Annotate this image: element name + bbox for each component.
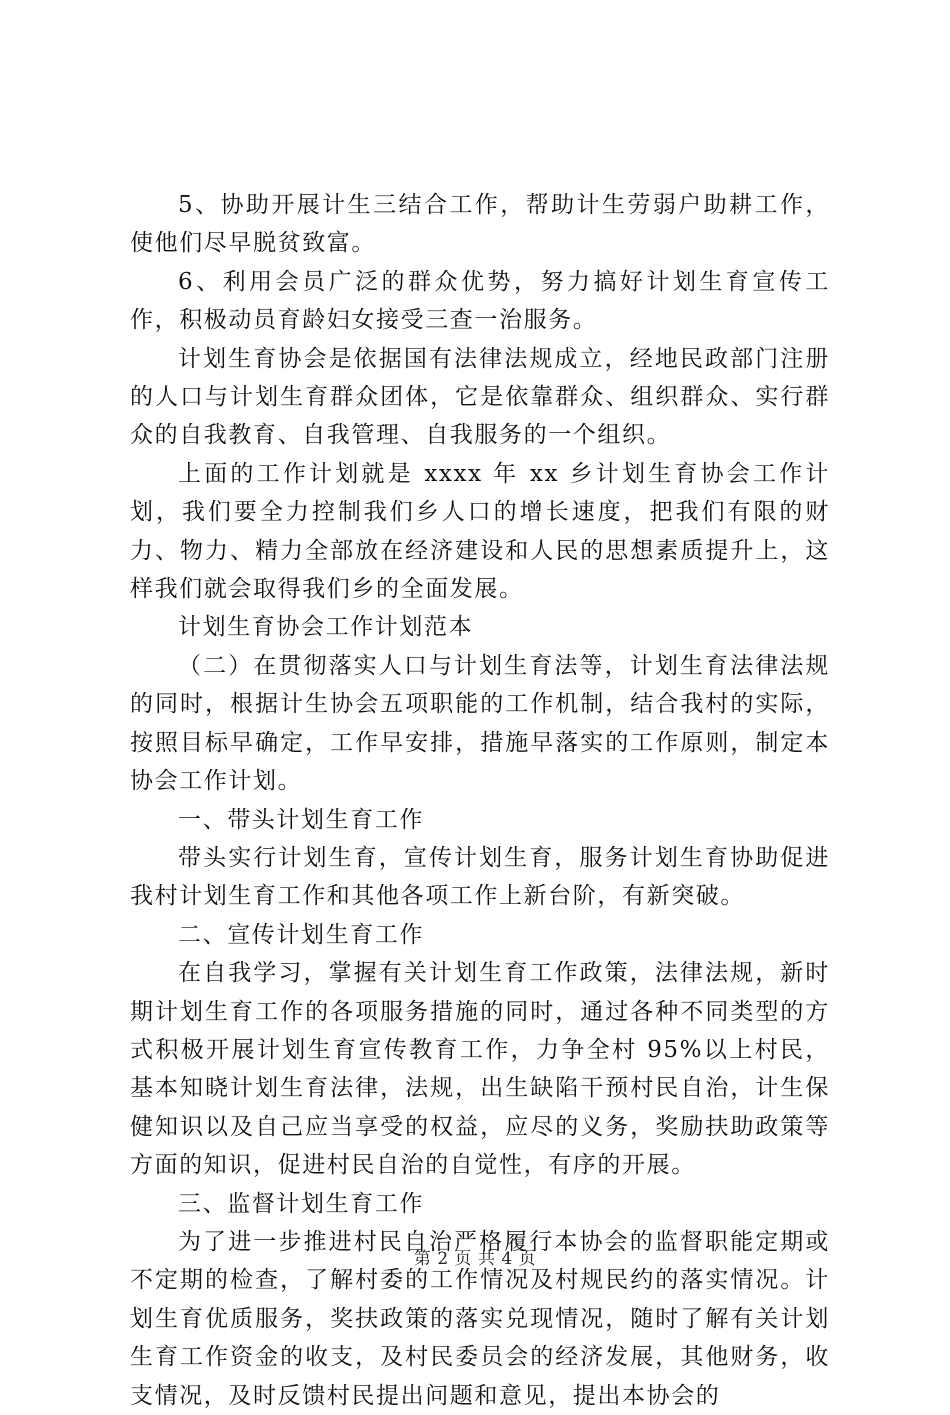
paragraph-3: 计划生育协会是依据国有法律法规成立，经地民政部门注册的人口与计划生育群众团体，它是依靠群众、组织群众、实行群众的自我教育、自我管理、自我服务的一个组织。: [130, 345, 830, 449]
paragraph-heading-3-body: 为了进一步推进村民自治严格履行本协会的监督职能定期或不定期的检查，了解村委的工作情况及村规民约的落实情况。计划生育优质服务，奖扶政策的落实兑现情况，随时了解有关计划生育工作资金的收支，及村民委员会的经济发展，其他财务，收支情况，及时反馈村民提出问题和意见，提出本协会的: [130, 1228, 830, 1409]
paragraph-4: 上面的工作计划就是 xxxx 年 xx 乡计划生育协会工作计划，我们要全力控制我们乡人口的增长速度，把我们有限的财力、物力、精力全部放在经济建设和人民的思想素质提升上，这样我们就会取得我们乡的全面发展。: [130, 460, 830, 603]
page-footer: 第 2 页 共 4 页: [413, 1249, 537, 1269]
section-title: 计划生育协会工作计划范本: [178, 614, 474, 641]
paragraph-1: 5、协助开展计生三结合工作，帮助计生劳弱户助耕工作，使他们尽早脱贫致富。: [130, 192, 830, 257]
paragraph-heading-2-body: 在自我学习，掌握有关计划生育工作政策，法律法规，新时期计划生育工作的各项服务措施的同时，通过各种不同类型的方式积极开展计划生育宣传教育工作，力争全村 95%以上村民，基本知晓计划生育法律，法规，出生缺陷干预村民自治，计生保健知识以及自己应当享受的权益，应尽的义务，奖励扶助政策等方面的知识，促进村民自治的自觉性，有序的开展。: [130, 960, 830, 1179]
paragraph-intro: （二）在贯彻落实人口与计划生育法等，计划生育法律法规的同时，根据计生协会五项职能的工作机制，结合我村的实际，按照目标早确定，工作早安排，措施早落实的工作原则，制定本协会工作计划。: [130, 652, 830, 795]
paragraph-heading-1-body: 带头实行计划生育，宣传计划生育，服务计划生育协助促进我村计划生育工作和其他各项工作上新台阶，有新突破。: [130, 844, 830, 910]
document-body: [130, 186, 830, 1415]
heading-3: 三、监督计划生育工作: [178, 1190, 424, 1217]
heading-1: 一、带头计划生育工作: [178, 806, 424, 833]
heading-2: 二、宣传计划生育工作: [178, 921, 424, 948]
paragraph-2: 6、利用会员广泛的群众优势，努力搞好计划生育宣传工作，积极动员育龄妇女接受三查一治服务。: [130, 268, 830, 334]
